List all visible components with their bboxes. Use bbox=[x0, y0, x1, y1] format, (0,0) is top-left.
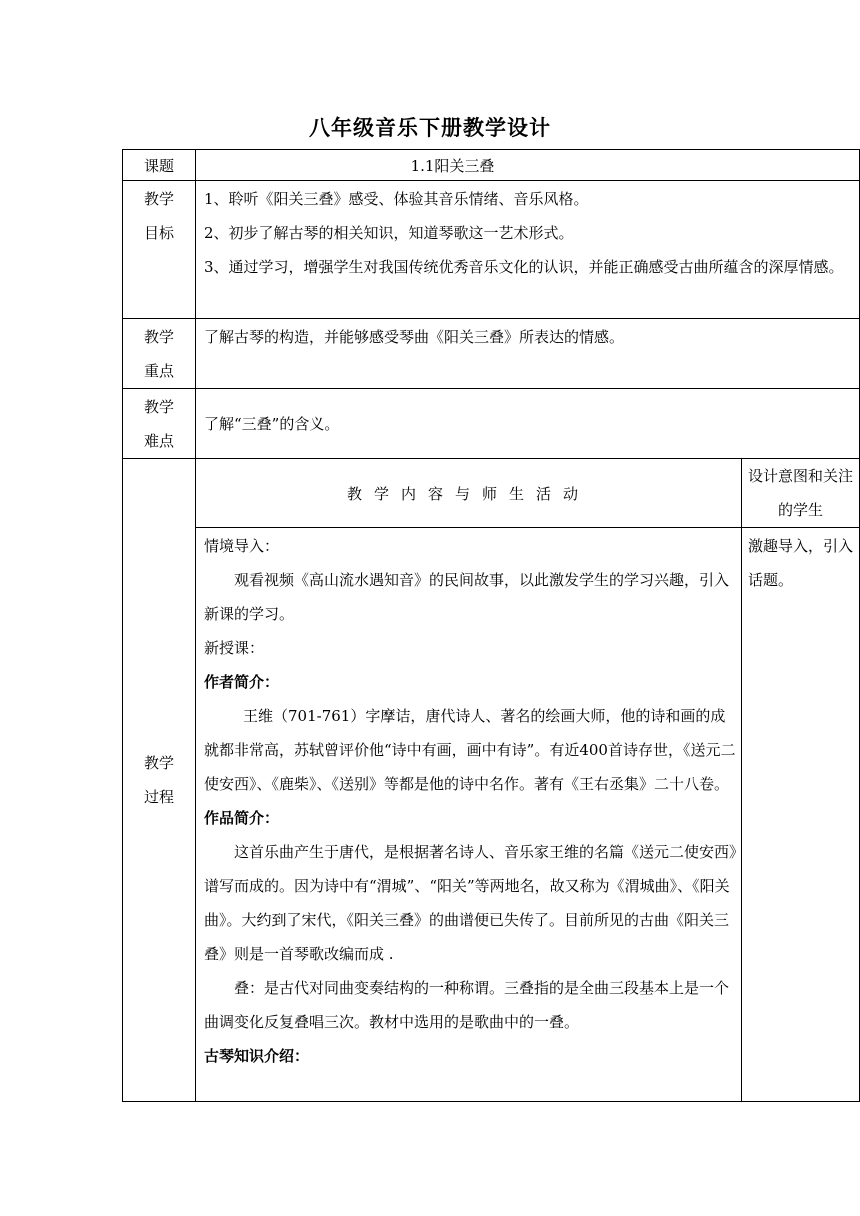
intent-column-header: 设计意图和关注的学生 bbox=[742, 459, 860, 528]
goals-row bbox=[123, 181, 860, 319]
author-text: 王维（701-761）字摩诘，唐代诗人、著名的绘画大师，他的诗和画的成就都非常高，苏轼曾评价他“诗中有画，画中有诗”。有近400首诗存世，《送元二使安西》、《鹿柴》、《送别》等都是他的诗中名作。著有《王右丞集》二十八卷。 bbox=[204, 707, 736, 793]
goal-item: 1、聆听《阳关三叠》感受、体验其音乐情绪、音乐风格。 bbox=[204, 190, 589, 208]
goals-label: 教学 目标 bbox=[123, 181, 196, 319]
process-header-row bbox=[123, 459, 860, 528]
die-definition-text: 叠：是古代对同曲变奏结构的一种称谓。三叠指的是全曲三段基本上是一个曲调变化反复叠唱三次。教材中选用的是歌曲中的一叠。 bbox=[204, 979, 730, 1031]
key-points-content: 了解古琴的构造，并能够感受琴曲《阳关三叠》所表达的情感。 bbox=[196, 319, 860, 389]
process-content bbox=[196, 528, 742, 1102]
topic-label: 课题 bbox=[123, 150, 196, 181]
page-title: 八年级音乐下册教学设计 bbox=[309, 116, 551, 140]
difficulty-label: 教学 难点 bbox=[123, 389, 196, 459]
goals-content bbox=[196, 181, 860, 319]
author-heading: 作者简介： bbox=[204, 673, 280, 691]
intro-text: 观看视频《高山流水遇知音》的民间故事，以此激发学生的学习兴趣，引入新课的学习。 bbox=[204, 571, 730, 623]
new-lesson-heading: 新授课： bbox=[204, 639, 265, 657]
work-heading: 作品简介： bbox=[204, 809, 280, 827]
difficulty-content: 了解“三叠”的含义。 bbox=[196, 389, 860, 459]
work-text: 这首乐曲产生于唐代，是根据著名诗人、音乐家王维的名篇《送元二使安西》谱写而成的。因为诗中有“渭城”、“阳关”等两地名，故又称为《渭城曲》、《阳关曲》。大约到了宋代，《阳关三叠》的曲谱便已失传了。目前所见的古曲《阳关三叠》则是一首琴歌改编而成 . bbox=[204, 843, 737, 963]
process-label: 教学 过程 bbox=[123, 459, 196, 1102]
goal-item: 3、通过学习，增强学生对我国传统优秀音乐文化的认识，并能正确感受古曲所蕴含的深厚情感。 bbox=[204, 258, 844, 276]
intent-content: 激趣导入，引入话题。 bbox=[742, 528, 860, 1102]
goal-item: 2、初步了解古琴的相关知识，知道琴歌这一艺术形式。 bbox=[204, 224, 574, 242]
key-points-row bbox=[123, 319, 860, 389]
topic-value: 1.1阳关三叠 bbox=[196, 150, 860, 181]
lesson-plan-table bbox=[122, 149, 860, 1102]
key-points-label: 教学 重点 bbox=[123, 319, 196, 389]
topic-row bbox=[123, 150, 860, 181]
intro-heading: 情境导入： bbox=[204, 537, 280, 555]
content-column-header: 教学内容与师生活动 bbox=[196, 459, 742, 528]
difficulty-row bbox=[123, 389, 860, 459]
process-content-row bbox=[123, 528, 860, 1102]
guqin-heading: 古琴知识介绍： bbox=[204, 1047, 310, 1065]
